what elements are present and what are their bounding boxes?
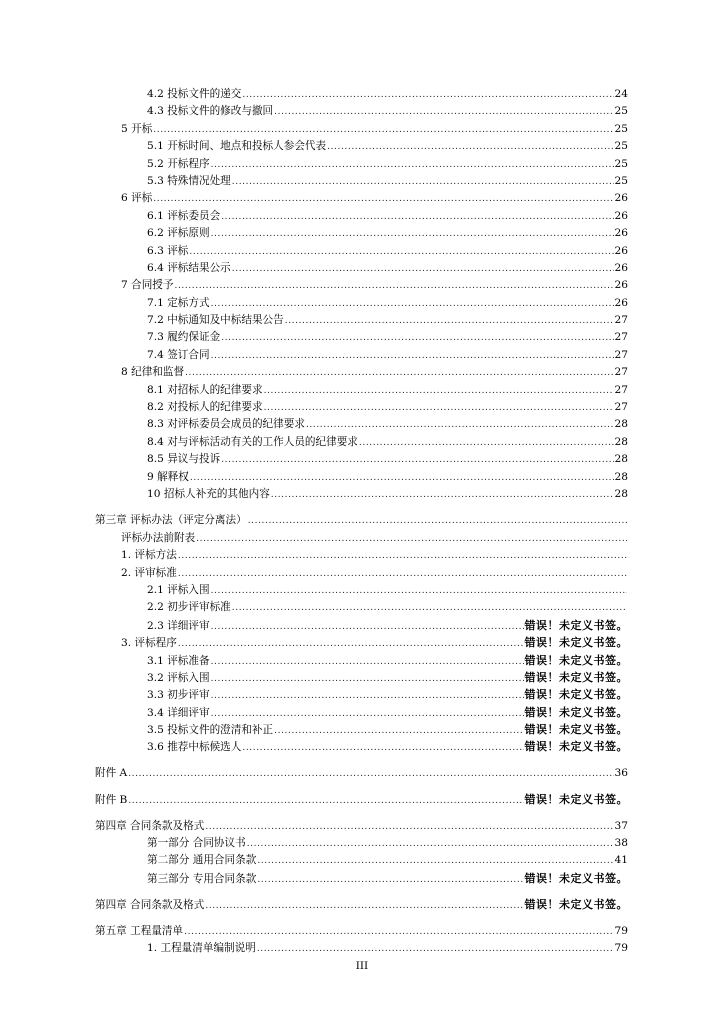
toc-entry[interactable] (147, 486, 628, 503)
toc-entry[interactable] (147, 870, 628, 887)
toc-entry-title: 6.1 评标委员会 (147, 209, 221, 222)
toc-entry-title: 5.2 开标程序 (147, 157, 210, 170)
toc-entry-title: 附件 B (95, 794, 128, 807)
toc-entry-page: 26 (614, 244, 628, 257)
toc-entry[interactable] (147, 225, 628, 242)
toc-entry-error-text: 错误！未定义书签。 (524, 653, 628, 667)
section-spacer (0, 782, 724, 791)
toc-entry[interactable] (147, 451, 628, 468)
toc-entry-error-text: 错误！未定义书签。 (524, 898, 628, 912)
dot-leader (211, 582, 627, 600)
toc-entry-error-text: 错误！未定义书签。 (524, 740, 628, 754)
toc-entry[interactable] (147, 208, 628, 225)
toc-entry-title: 第四章 合同条款及格式 (95, 819, 205, 832)
toc-entry[interactable] (121, 190, 628, 207)
toc-entry-title: 第三章 评标办法（评定分离法） (95, 514, 247, 527)
toc-entry-page: 24 (614, 88, 628, 100)
toc-entry-title: 8.4 对与评标活动有关的工作人员的纪律要求 (147, 435, 358, 448)
toc-entry-title: 5 开标 (121, 122, 153, 135)
toc-entry-error-text: 错误！未定义书签。 (524, 705, 628, 719)
dot-leader (248, 512, 627, 530)
toc-entry-title: 3. 评标程序 (121, 637, 177, 650)
toc-entry-title: 3.4 详细评审 (147, 706, 210, 719)
toc-entry[interactable] (147, 103, 628, 120)
toc-entry-error-text: 错误！未定义书签。 (524, 618, 628, 632)
dot-leader (211, 225, 614, 243)
toc-entry[interactable] (121, 565, 628, 582)
toc-entry-page: 25 (614, 157, 628, 170)
toc-entry[interactable] (147, 738, 628, 755)
section-spacer (0, 503, 724, 512)
toc-entry-page: 25 (614, 174, 628, 187)
toc-entry-page: 28 (614, 418, 628, 431)
toc-entry-error-text: 错误！未定义书签。 (524, 636, 628, 650)
toc-entry-title: 8.5 异议与投诉 (147, 453, 221, 466)
toc-entry-title: 1. 评标方法 (121, 549, 177, 562)
dot-leader (242, 739, 523, 757)
toc-entry[interactable] (147, 312, 628, 329)
toc-entry-title: 3.3 初步评审 (147, 689, 210, 702)
toc-entry-title: 8.1 对招标人的纪律要求 (147, 383, 263, 396)
toc-entry[interactable] (95, 896, 628, 913)
toc-entry-title: 2.1 评标入围 (147, 583, 210, 596)
toc-entry-title: 第三部分 专用合同条款 (147, 872, 257, 885)
toc-entry-page: 28 (614, 487, 628, 500)
toc-entry-title: 7.4 签订合同 (147, 348, 210, 361)
toc-entry-page: 28 (614, 453, 628, 466)
dot-leader (153, 190, 613, 208)
toc-entry-title: 10 招标人补充的其他内容 (147, 487, 270, 500)
toc-entry[interactable] (121, 277, 628, 294)
toc-entry[interactable] (147, 156, 628, 173)
dot-leader (274, 103, 613, 121)
dot-leader (153, 121, 613, 139)
toc-entry[interactable] (147, 86, 628, 103)
toc-entry[interactable] (147, 382, 628, 399)
toc-entry[interactable] (147, 721, 628, 738)
toc-entry[interactable] (147, 347, 628, 364)
toc-entry-page: 25 (614, 122, 628, 135)
toc-entry[interactable] (147, 260, 628, 277)
dot-leader (242, 86, 613, 104)
toc-entry-page: 25 (614, 140, 628, 153)
toc-entry-page: 27 (614, 314, 628, 327)
toc-entry[interactable] (147, 399, 628, 416)
toc-entry-title: 3.1 评标准备 (147, 654, 210, 667)
toc-entry-page: 26 (614, 279, 628, 292)
toc-entry-title: 附件 A (95, 766, 128, 779)
toc-entry-title: 4.3 投标文件的修改与撤回 (147, 105, 274, 118)
toc-entry[interactable] (147, 852, 628, 869)
toc-entry-title: 6.3 评标 (147, 244, 189, 257)
dot-leader (271, 486, 614, 504)
toc-entry[interactable] (147, 469, 628, 486)
toc-entry-page: 25 (614, 105, 628, 118)
toc-entry[interactable] (121, 634, 628, 651)
dot-leader (264, 399, 614, 417)
toc-entry-title: 第五章 工程量清单 (95, 924, 184, 937)
toc-entry-title: 1. 工程量清单编制说明 (147, 941, 256, 954)
toc-entry-title: 8 纪律和监督 (121, 366, 185, 379)
dot-leader (221, 451, 613, 469)
toc-entry[interactable] (147, 940, 628, 957)
toc-entry[interactable] (95, 765, 628, 782)
dot-leader (221, 329, 613, 347)
toc-entry[interactable] (147, 295, 628, 312)
toc-entry[interactable] (147, 617, 628, 634)
dot-leader (184, 923, 613, 941)
toc-entry-page: 27 (614, 401, 628, 414)
toc-entry[interactable] (121, 530, 628, 547)
toc-entry-title: 2. 评审标准 (121, 566, 177, 579)
toc-entry-error-text: 错误！未定义书签。 (524, 688, 628, 702)
dot-leader (189, 243, 613, 261)
toc-entry-title: 8.2 对投标人的纪律要求 (147, 401, 263, 414)
toc-entry[interactable] (147, 686, 628, 703)
toc-entry-title: 第四章 合同条款及格式 (95, 899, 205, 912)
table-of-contents (0, 86, 724, 957)
toc-entry-page: 37 (614, 819, 628, 832)
toc-entry[interactable] (95, 791, 628, 808)
toc-entry-title: 7.1 定标方式 (147, 296, 210, 309)
toc-entry-page: 79 (614, 924, 628, 937)
dot-leader (359, 434, 614, 452)
toc-entry[interactable] (147, 582, 628, 599)
toc-entry-error-text: 错误！未定义书签。 (524, 793, 628, 807)
toc-entry[interactable] (121, 547, 628, 564)
toc-entry-page: 26 (614, 296, 628, 309)
dot-leader (178, 565, 627, 583)
toc-entry-title: 7 合同授予 (121, 279, 174, 292)
toc-entry-title: 2.2 初步评审标准 (147, 601, 231, 614)
toc-entry-title: 9 解释权 (147, 470, 189, 483)
toc-entry-title: 3.2 评标入围 (147, 671, 210, 684)
toc-entry-title: 3.5 投标文件的澄清和补正 (147, 724, 274, 737)
toc-entry-page: 36 (614, 766, 628, 779)
dot-leader (264, 382, 614, 400)
dot-leader (232, 599, 627, 617)
toc-entry-page: 41 (614, 854, 628, 867)
toc-entry[interactable] (147, 835, 628, 852)
toc-entry-error-text: 错误！未定义书签。 (524, 871, 628, 885)
toc-entry-page: 27 (614, 331, 628, 344)
toc-entry-title: 5.3 特殊情况处理 (147, 174, 231, 187)
dot-leader (205, 897, 523, 915)
dot-leader (327, 138, 613, 156)
dot-leader (185, 364, 613, 382)
toc-entry[interactable] (147, 599, 628, 616)
toc-entry[interactable] (95, 923, 628, 940)
dot-leader (128, 792, 523, 810)
toc-entry-title: 2.3 详细评审 (147, 619, 210, 632)
dot-leader (174, 277, 613, 295)
toc-entry-error-text: 错误！未定义书签。 (524, 723, 628, 737)
toc-entry[interactable] (121, 121, 628, 138)
toc-entry-page: 79 (614, 941, 628, 954)
dot-leader (221, 208, 613, 226)
toc-entry-title: 3.6 推荐中标候选人 (147, 741, 242, 754)
toc-entry[interactable] (147, 138, 628, 155)
dot-leader (257, 852, 613, 870)
toc-entry-page: 28 (614, 435, 628, 448)
toc-entry[interactable] (121, 364, 628, 381)
toc-entry-title: 评标办法前附表 (121, 531, 196, 544)
dot-leader (178, 547, 627, 565)
toc-entry[interactable] (147, 329, 628, 346)
toc-entry[interactable] (147, 652, 628, 669)
toc-entry-title: 8.3 对评标委员会成员的纪律要求 (147, 418, 305, 431)
toc-entry-page: 28 (614, 470, 628, 483)
toc-entry-title: 7.2 中标通知及中标结果公告 (147, 314, 284, 327)
toc-entry-title: 7.3 履约保证金 (147, 331, 221, 344)
toc-entry[interactable] (147, 669, 628, 686)
dot-leader (190, 469, 614, 487)
toc-entry-title: 第二部分 通用合同条款 (147, 854, 257, 867)
dot-leader (285, 312, 614, 330)
dot-leader (211, 347, 614, 365)
toc-entry-page: 27 (614, 366, 628, 379)
toc-entry-page: 26 (614, 192, 628, 205)
toc-entry[interactable] (147, 704, 628, 721)
toc-entry-page: 26 (614, 227, 628, 240)
toc-entry-title: 4.2 投标文件的递交 (147, 88, 242, 100)
dot-leader (247, 835, 614, 853)
toc-entry[interactable] (147, 243, 628, 260)
dot-leader (196, 530, 627, 548)
toc-entry-page: 26 (614, 261, 628, 274)
toc-entry-title: 6.2 评标原则 (147, 227, 210, 240)
toc-entry-title: 6.4 评标结果公示 (147, 261, 231, 274)
dot-leader (306, 416, 614, 434)
toc-entry-title: 5.1 开标时间、地点和投标人参会代表 (147, 140, 327, 153)
dot-leader (232, 173, 614, 191)
toc-entry[interactable] (95, 512, 628, 529)
page-number: III (355, 960, 369, 972)
toc-entry[interactable] (147, 416, 628, 433)
toc-entry[interactable] (147, 173, 628, 190)
dot-leader (128, 765, 613, 783)
toc-entry-page: 27 (614, 383, 628, 396)
toc-entry[interactable] (95, 818, 628, 835)
dot-leader (257, 871, 523, 889)
toc-entry-title: 第一部分 合同协议书 (147, 837, 246, 850)
dot-leader (257, 940, 614, 958)
toc-entry-title: 6 评标 (121, 192, 153, 205)
dot-leader (211, 295, 614, 313)
dot-leader (211, 156, 614, 174)
toc-entry-page: 27 (614, 348, 628, 361)
toc-entry-error-text: 错误！未定义书签。 (524, 670, 628, 684)
dot-leader (232, 260, 614, 278)
toc-entry-page: 26 (614, 209, 628, 222)
dot-leader (205, 818, 613, 836)
toc-entry-page: 38 (614, 837, 628, 850)
toc-entry[interactable] (147, 434, 628, 451)
